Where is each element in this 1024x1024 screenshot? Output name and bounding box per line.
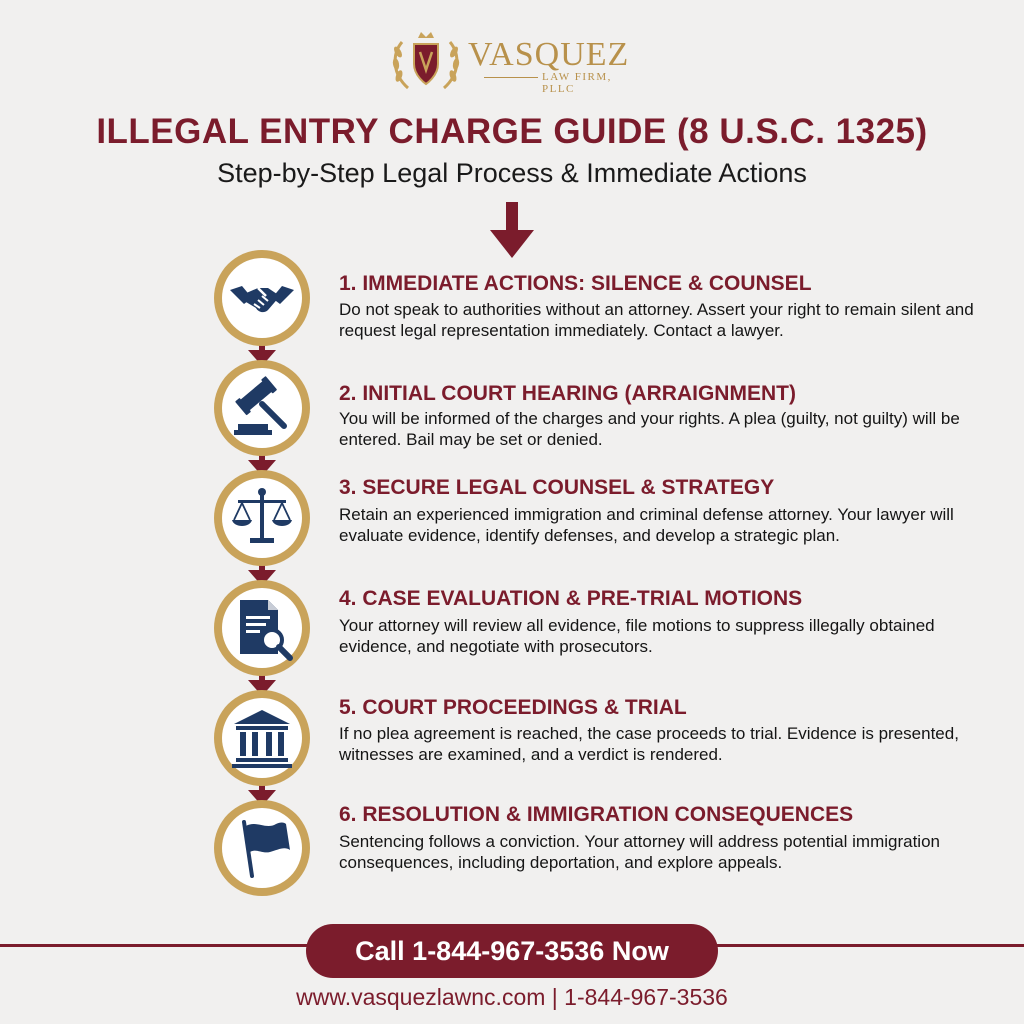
step-2-description: You will be informed of the charges and your rights. A plea (guilty, not guilty) will be entered. Bail may be set or denied.	[339, 409, 960, 449]
handshake-icon	[222, 258, 302, 338]
step-3-icon-badge	[214, 470, 310, 566]
step-2-title: 2. INITIAL COURT HEARING (ARRAIGNMENT)	[339, 382, 796, 405]
step-5-icon-badge	[214, 690, 310, 786]
down-arrow-icon	[488, 202, 536, 260]
page-title: ILLEGAL ENTRY CHARGE GUIDE (8 U.S.C. 1325)	[96, 112, 928, 151]
call-now-button[interactable]: Call 1-844-967-3536 Now	[306, 924, 718, 978]
step-4-description: Your attorney will review all evidence, file motions to suppress illegally obtained evidence, and negotiate with prosecutors.	[339, 616, 935, 656]
step-6-description: Sentencing follows a conviction. Your attorney will address potential immigration consequences, including deportation, and explore appeals.	[339, 832, 940, 872]
step-5-description: If no plea agreement is reached, the case proceeds to trial. Evidence is presented, witnesses are examined, and a verdict is rendered.	[339, 724, 959, 764]
step-6-icon-badge	[214, 800, 310, 896]
footer-contact[interactable]: www.vasquezlawnc.com | 1-844-967-3536	[296, 984, 728, 1010]
courthouse-icon	[222, 698, 302, 778]
flag-icon	[222, 808, 302, 888]
step-3-title: 3. SECURE LEGAL COUNSEL & STRATEGY	[339, 476, 775, 499]
step-5-title: 5. COURT PROCEEDINGS & TRIAL	[339, 696, 687, 719]
step-1-icon-badge	[214, 250, 310, 346]
brand-subtitle: LAW FIRM, PLLC	[542, 71, 612, 95]
step-4-icon-badge	[214, 580, 310, 676]
brand-logo	[388, 28, 648, 98]
step-1-title: 1. IMMEDIATE ACTIONS: SILENCE & COUNSEL	[339, 272, 812, 295]
step-1-description: Do not speak to authorities without an attorney. Assert your right to remain silent and request legal representation immediately. Contact a lawyer.	[339, 300, 974, 340]
scales-icon	[222, 478, 302, 558]
step-3-description: Retain an experienced immigration and criminal defense attorney. Your lawyer will evaluate evidence, identify defenses, and develop a strategic plan.	[339, 505, 954, 545]
document-search-icon	[222, 588, 302, 668]
step-4-title: 4. CASE EVALUATION & PRE-TRIAL MOTIONS	[339, 587, 803, 610]
crest-laurel-icon	[388, 28, 464, 98]
brand-divider	[484, 77, 538, 78]
brand-name: VASQUEZ	[468, 36, 630, 73]
step-6-title: 6. RESOLUTION & IMMIGRATION CONSEQUENCES	[339, 803, 854, 826]
step-2-icon-badge	[214, 360, 310, 456]
page-subtitle: Step-by-Step Legal Process & Immediate Actions	[217, 158, 807, 188]
gavel-icon	[222, 368, 302, 448]
